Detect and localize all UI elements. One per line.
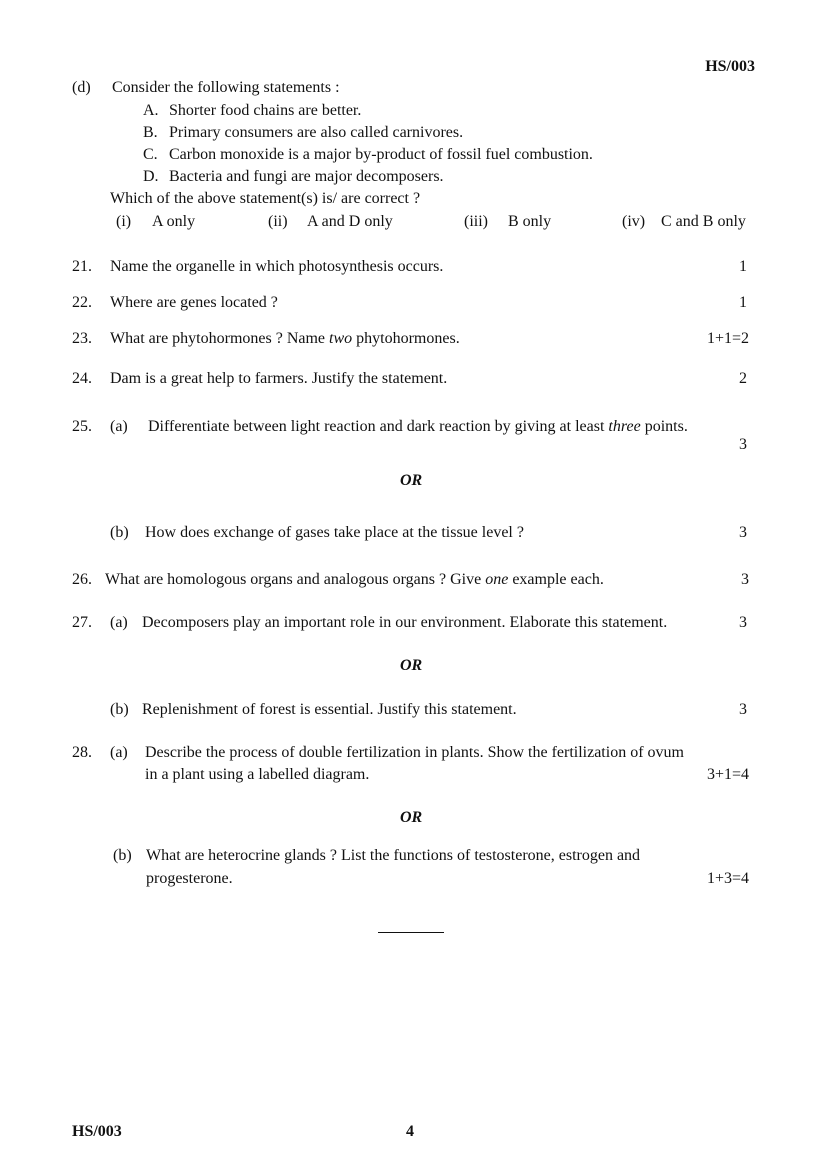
or-divider: OR	[400, 809, 423, 826]
option-number: (i)	[116, 213, 132, 230]
end-rule	[378, 932, 444, 933]
question-text-line: progesterone.	[146, 870, 233, 887]
statement-text: Primary consumers are also called carnivores.	[169, 124, 464, 141]
option-text: B only	[508, 213, 552, 230]
option-number: (iii)	[464, 213, 488, 230]
marks: 3	[739, 614, 747, 631]
subpart-label: (a)	[110, 614, 128, 631]
question-number: 27.	[72, 614, 92, 631]
marks: 1+1=2	[706, 330, 749, 347]
header-code: HS/003	[705, 58, 755, 75]
question-number: 26.	[72, 571, 92, 588]
marks: 1+3=4	[706, 870, 749, 887]
question-text: Differentiate between light reaction and dark reaction by giving at least three points.	[148, 418, 688, 435]
option-text: A only	[152, 213, 196, 230]
statement-text: Shorter food chains are better.	[169, 102, 362, 119]
question-text: What are phytohormones ? Name two phytohormones.	[110, 330, 460, 347]
footer-code: HS/003	[72, 1123, 122, 1140]
option-number: (ii)	[268, 213, 288, 230]
or-divider: OR	[400, 472, 423, 489]
statement-letter: C.	[143, 146, 158, 163]
question-number: 21.	[72, 258, 92, 275]
question-text-line: What are heterocrine glands ? List the functions of testosterone, estrogen and	[146, 847, 641, 864]
part-label: (d)	[72, 79, 91, 96]
marks: 3	[741, 571, 749, 588]
statement-text: Carbon monoxide is a major by-product of fossil fuel combustion.	[169, 146, 593, 163]
question-text-line: in a plant using a labelled diagram.	[145, 766, 370, 783]
statement-text: Bacteria and fungi are major decomposers.	[169, 168, 444, 185]
emphasis: one	[485, 571, 509, 588]
question-stem: Consider the following statements :	[112, 79, 340, 96]
question-number: 24.	[72, 370, 92, 387]
statement-letter: A.	[143, 102, 159, 119]
option-text: A and D only	[307, 213, 393, 230]
question-text: Replenishment of forest is essential. Justify this statement.	[142, 701, 517, 718]
marks: 1	[739, 258, 747, 275]
marks: 3	[739, 524, 747, 541]
page-number: 4	[406, 1123, 414, 1140]
option-text: C and B only	[661, 213, 746, 230]
question-number: 28.	[72, 744, 92, 761]
question-number: 25.	[72, 418, 92, 435]
marks: 3	[739, 436, 747, 453]
question-text: Name the organelle in which photosynthesis occurs.	[110, 258, 444, 275]
emphasis: three	[608, 418, 641, 435]
question-number: 23.	[72, 330, 92, 347]
marks: 3	[739, 701, 747, 718]
marks: 1	[739, 294, 747, 311]
or-divider: OR	[400, 657, 423, 674]
marks: 2	[739, 370, 747, 387]
question-text: Where are genes located ?	[110, 294, 278, 311]
statement-letter: B.	[143, 124, 158, 141]
subpart-label: (b)	[110, 524, 129, 541]
subpart-label: (a)	[110, 418, 128, 435]
question-text-line: Describe the process of double fertilization in plants. Show the fertilization of ovum	[145, 744, 684, 761]
statement-letter: D.	[143, 168, 159, 185]
question-text: Dam is a great help to farmers. Justify the statement.	[110, 370, 448, 387]
question-text: Decomposers play an important role in our environment. Elaborate this statement.	[142, 614, 668, 631]
question-text: How does exchange of gases take place at the tissue level ?	[145, 524, 524, 541]
option-number: (iv)	[622, 213, 646, 230]
subpart-label: (a)	[110, 744, 128, 761]
question-text: What are homologous organs and analogous organs ? Give one example each.	[105, 571, 604, 588]
question-prompt: Which of the above statement(s) is/ are correct ?	[110, 190, 421, 207]
marks: 3+1=4	[706, 766, 749, 783]
subpart-label: (b)	[113, 847, 132, 864]
subpart-label: (b)	[110, 701, 129, 718]
question-number: 22.	[72, 294, 92, 311]
emphasis: two	[329, 330, 353, 347]
